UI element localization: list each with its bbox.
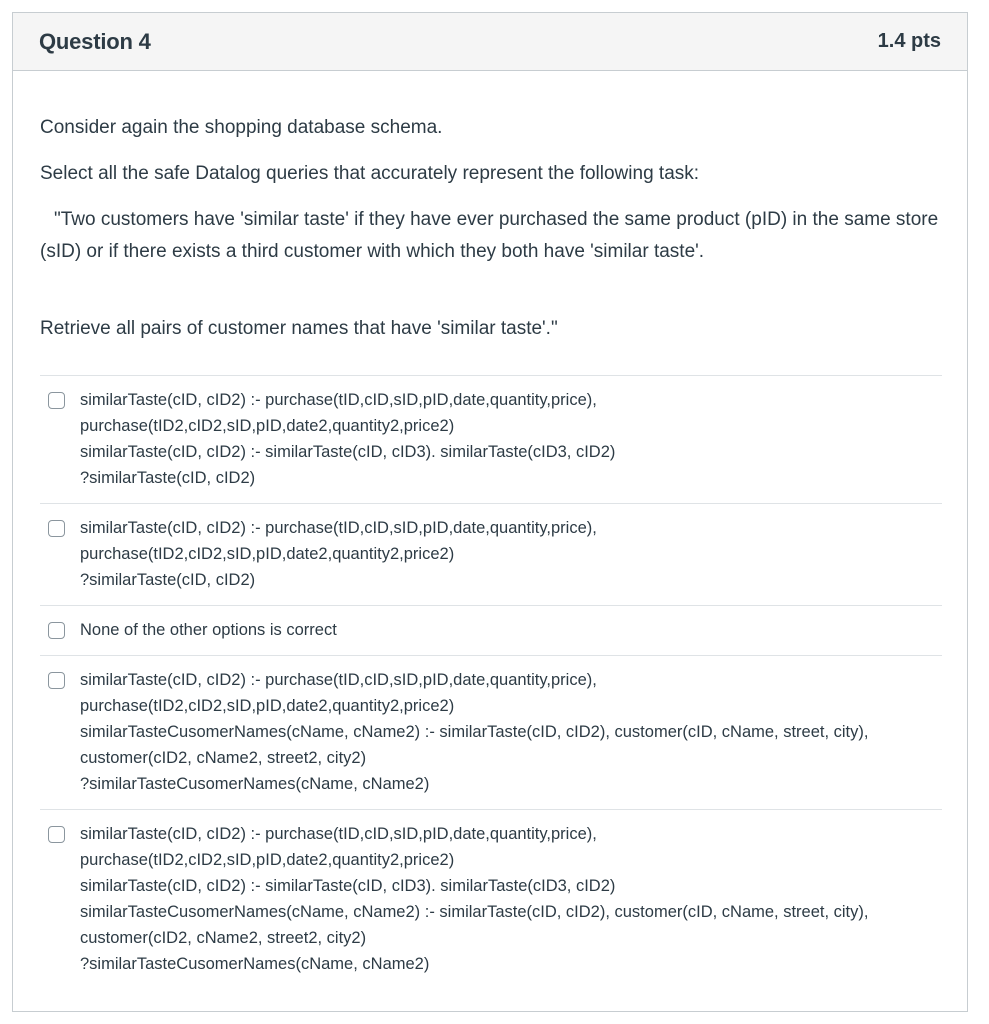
answer-checkbox-1[interactable] (48, 392, 65, 409)
answer-checkbox-2[interactable] (48, 520, 65, 537)
answer-option-5[interactable] (40, 809, 942, 989)
answer-line: ?similarTaste(cID, cID2) (80, 469, 256, 487)
answer-line: similarTaste(cID, cID2) :- purchase(tID,cID,sID,pID,date,quantity,price), (80, 519, 597, 537)
answer-checkbox-3[interactable] (48, 622, 65, 639)
answer-line: similarTaste(cID, cID2) :- purchase(tID,cID,sID,pID,date,quantity,price), (80, 825, 597, 843)
answer-label-4[interactable] (80, 667, 868, 797)
answer-line: None of the other options is correct (80, 621, 337, 639)
answer-label-5[interactable] (80, 821, 868, 977)
answer-line: ?similarTasteCusomerNames(cName, cName2) (80, 775, 430, 793)
answer-option-3[interactable] (40, 605, 942, 655)
answer-checkbox-5[interactable] (48, 826, 65, 843)
answer-line: similarTaste(cID, cID2) :- purchase(tID,cID,sID,pID,date,quantity,price), (80, 671, 597, 689)
answer-line: similarTasteCusomerNames(cName, cName2) :- similarTaste(cID, cID2), customer(cID, cName, street, city), (80, 903, 869, 921)
question-title: Question 4 (39, 28, 151, 54)
answer-option-1[interactable] (40, 375, 942, 503)
question-instruction: Select all the safe Datalog queries that accurately represent the following task: (40, 163, 700, 184)
answer-line: purchase(tID2,cID2,sID,pID,date2,quantity2,price2) (80, 417, 455, 435)
answer-line: ?similarTasteCusomerNames(cName, cName2) (80, 955, 430, 973)
answer-option-2[interactable] (40, 503, 942, 605)
answer-line: customer(cID2, cName2, street2, city2) (80, 929, 367, 947)
question-card (12, 12, 968, 1012)
answer-line: similarTasteCusomerNames(cName, cName2) :- similarTaste(cID, cID2), customer(cID, cName, street, city), (80, 723, 869, 741)
answer-line: purchase(tID2,cID2,sID,pID,date2,quantity2,price2) (80, 697, 455, 715)
question-header (13, 13, 967, 71)
answer-line: customer(cID2, cName2, street2, city2) (80, 749, 367, 767)
question-task-retrieve: Retrieve all pairs of customer names that have 'similar taste'." (40, 318, 558, 339)
answer-line: purchase(tID2,cID2,sID,pID,date2,quantity2,price2) (80, 851, 455, 869)
answer-line: similarTaste(cID, cID2) :- similarTaste(cID, cID3). similarTaste(cID3, cID2) (80, 443, 616, 461)
answer-line: ?similarTaste(cID, cID2) (80, 571, 256, 589)
answer-line: purchase(tID2,cID2,sID,pID,date2,quantity2,price2) (80, 545, 455, 563)
answer-checkbox-4[interactable] (48, 672, 65, 689)
answer-option-4[interactable] (40, 655, 942, 809)
answer-label-2[interactable] (80, 515, 597, 593)
answer-label-1[interactable] (80, 387, 615, 491)
answer-label-3[interactable] (80, 617, 337, 643)
answer-line: similarTaste(cID, cID2) :- purchase(tID,cID,sID,pID,date,quantity,price), (80, 391, 597, 409)
answer-list (40, 375, 942, 989)
question-intro: Consider again the shopping database schema. (40, 117, 443, 138)
question-points: 1.4 pts (877, 30, 941, 52)
answer-line: similarTaste(cID, cID2) :- similarTaste(cID, cID3). similarTaste(cID3, cID2) (80, 877, 616, 895)
question-task-quote: "Two customers have 'similar taste' if they have ever purchased the same product (pID) in the same store (sID) or if there exists a third customer with which they both have 'similar taste'. (40, 209, 939, 262)
